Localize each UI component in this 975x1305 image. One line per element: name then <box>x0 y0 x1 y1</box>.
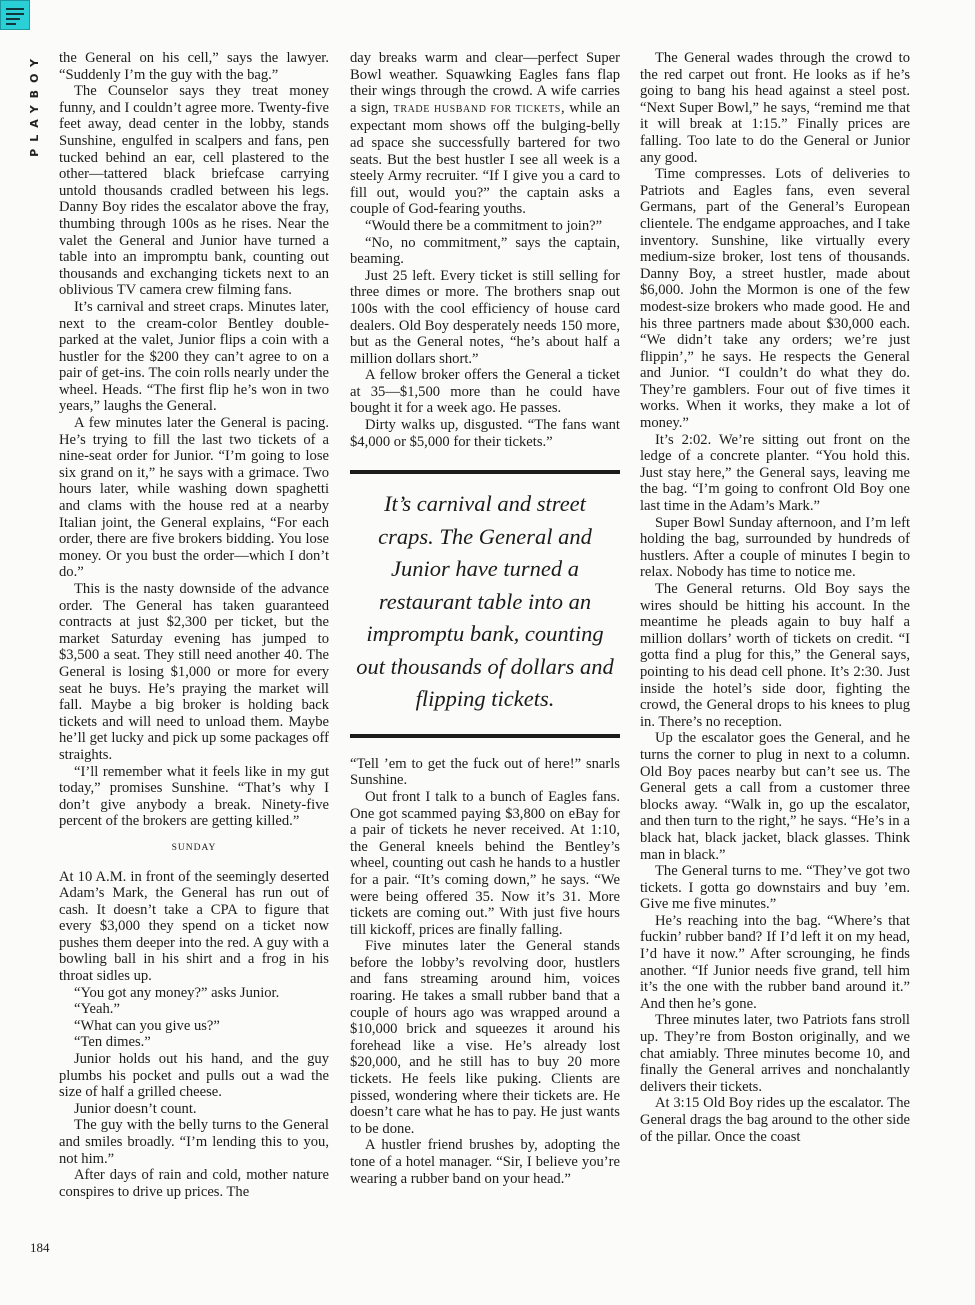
paragraph: A hustler friend brushes by, adopting the tone of a hotel manager. “Sir, I believe you’re wearing a rubber band on your head.” <box>350 1137 620 1187</box>
paragraph: The General wades through the crowd to the red carpet out front. He looks as if he’s going to bang his head against a steel post. “Next Super Bowl,” he says, “remind me that it will break at 1:15.” Finally prices are falling. Too late to do the General or Junior any good. <box>640 50 910 166</box>
paragraph: After days of rain and cold, mother nature conspires to drive up prices. The <box>59 1167 329 1200</box>
paragraph-text: , while an expectant mom shows off the bulging-belly ad space she successfully bartered for two seats. But the best hustler I see all week is a steely Army recruiter. “If I give you a card to fill out, would you?” the captain asks a couple of God-fearing youths. <box>350 99 620 218</box>
paragraph: “Ten dimes.” <box>74 1034 151 1051</box>
paragraph: Five minutes later the General stands before the lobby’s revolving door, hustlers and fans streaming around him, voices roaring. He takes a small rubber band that a couple of hours ago was wrapped around a $10,000 brick and squeezes it around his forehead like a vise. He’s already lost $20,000, and he still has to buy 20 more tickets. He feels like puking. Clients are pissed, wondering where their tickets are. He doesn’t care what he has to pay. He just wants to be done. <box>350 938 620 1137</box>
paragraph: Up the escalator goes the General, and he turns the corner to plug in next to a column. Old Boy paces nearby but can’t see us. The General gets a call from a customer three blocks away. “Walk in, go up the escalator, and then turn to the right,” he says. “He’s in a black hat, black jacket, black glasses. Think man in black.” <box>640 730 910 863</box>
paragraph: “No, no commitment,” says the captain, beaming. <box>350 234 620 268</box>
paragraph: This is the nasty downside of the advance order. The General has taken guaranteed contracts at just $2,300 per ticket, but the market Saturday evening has jumped to $3,500 a seat. They still need another 40. The General is losing $1,000 or more for every seat he buys. He’s praying the market will fall. Maybe a big broker is holding back tickets and will need to unload them. Maybe he’ll get lucky and pick up some packages off straights. <box>59 581 329 763</box>
column-3 <box>640 50 910 1145</box>
paragraph-text: in front of the seemingly deserted Adam’s Mark, the General has run out of cash. It doesn’t take a CPA to figure that every $3,000 they spend on a ticket now pushes them deeper into the red. A guy with a bowling ball in his shirt and a frog in his throat sidles up. <box>59 868 330 985</box>
paragraph: Just 25 left. Every ticket is still selling for three dimes or more. The brothers snap out 100s with the cool efficiency of house card dealers. Old Boy desperately needs 150 more, but as the General notes, “he’s about half a million dollars short.” <box>350 267 620 367</box>
paragraph: At 3:15 Old Boy rides up the escalator. The General drags the bag around to the other side of the pillar. Once the coast <box>640 1095 910 1145</box>
column-2 <box>350 50 620 1187</box>
paragraph: “You got any money?” asks Junior. <box>74 984 280 1001</box>
paragraph: “Would there be a commitment to join?” <box>365 217 603 234</box>
paragraph: Super Bowl Sunday afternoon, and I’m left holding the bag, surrounded by hundreds of hustlers. After a couple of minutes I begin to relax. Nobody has time to notice me. <box>640 514 910 581</box>
paragraph: The General returns. Old Boy says the wires should be hitting his account. In the meantime he pleads again to buy half a million dollars’ worth of tickets on credit. “I gotta find a plug for this,” the General says, pointing to his dead cell phone. It’s 2:30. Just inside the hotel’s side door, fighting the crowd, the General drops to his knees to plug in. There’s no reception. <box>640 581 910 730</box>
paragraph: He’s reaching into the bag. “Where’s that fuckin’ rubber band? If I’d left it on my head, I’d have it now.” After scrounging, he finds another. “If Junior needs five grand, tell him it’s the one with the rubber band around it.” And then he’s gone. <box>640 912 910 1012</box>
paragraph: “What can you give us?” <box>74 1017 220 1034</box>
paragraph <box>350 50 620 218</box>
paragraph: “Tell ’em to get the fuck out of here!” snarls Sunshine. <box>350 755 620 789</box>
column-1 <box>59 50 329 1200</box>
paragraph: “Yeah.” <box>74 1001 120 1018</box>
page-number: 184 <box>30 1240 50 1255</box>
time-lead: At 10 A.M. <box>59 868 127 885</box>
paragraph: Time compresses. Lots of deliveries to Patriots and Eagles fans, even several Germans, part of the General’s European clientele. The endgame approaches, and I take inventory. Sunshine, like virtually every medium-size broker, lost tens of thousands. Danny Boy, a street hustler, made about $6,000. John the Mormon is one of the few modest-size brokers who made good. He and his three partners made about $30,000 each. “We didn’t take any orders; we’re just flippin’,” he says. He respects the General and Junior. “I couldn’t do what they do. They’re gamblers. Four out of five times it works. When it works, they make a lot of money.” <box>640 166 910 432</box>
paragraph: It’s carnival and street craps. Minutes later, next to the cream-color Bentley double-parked at the valet, Junior flips a coin with a hustler for the $200 they can’t agree to on a pair of get-ins. The coin rolls nearly under the wheel. Heads. “The first flip he’s won in two years,” laughs the General. <box>59 298 329 415</box>
paragraph <box>59 869 329 985</box>
paragraph: Junior holds out his hand, and the guy plumbs his pocket and pulls out a wad the size of half a grilled cheese. <box>59 1051 329 1101</box>
paragraph-text: day breaks warm and clear—perfect Super Bowl weather. Squawking Eagles fans flap their wings through the crowd. A wife carries a sign, <box>350 50 620 116</box>
paragraph: Dirty walks up, disgusted. “The fans want $4,000 or $5,000 for their tickets.” <box>350 417 620 450</box>
menu-icon[interactable] <box>0 0 30 30</box>
paragraph: “I’ll remember what it feels like in my gut today,” promises Sunshine. “That’s why I don’t give anybody a break. Ninety-five percent of the brokers are getting killed.” <box>59 763 329 830</box>
paragraph: A few minutes later the General is pacing. He’s trying to fill the last two tickets of a nine-seat order for Junior. “I’m going to lose six grand on it,” he says with a grimace. Two hours later, while washing down spaghetti and clams with the house red at a nearby Italian joint, the General explains, “For each order, there are five brokers bidding. You lose money. Or you bust the order—which I don’t do.” <box>59 415 329 581</box>
paragraph: The Counselor says they treat money funny, and I couldn’t agree more. Twenty-five feet away, dead center in the lobby, stands Sunshine, engulfed in scalpers and fans, pen tucked behind an ear, cell plastered to the other—tattered black briefcase carrying untold thousands cradled between his legs. Danny Boy rides the escalator above the fray, thumbing through 100s as he rises. Near the valet the General and Junior have turned a table into an impromptu bank, counting out thousands and exchanging tickets next to an oblivious TV camera crew filming fans. <box>59 83 329 299</box>
paragraph: The guy with the belly turns to the General and smiles broadly. “I’m lending this to you, not him.” <box>59 1117 329 1167</box>
paragraph: Out front I talk to a bunch of Eagles fans. One got scammed paying $3,800 on eBay for a pair of tickets he never received. At 1:10, the General kneels behind the Bentley’s wheel, counting out cash he hands to a hustler for a pair. “It’s coming down,” he says. “We were being offered 35. Now it’s 31. More tickets are coming out.” With just five hours till kickoff, prices are finally falling. <box>350 788 620 938</box>
section-heading: SUNDAY <box>171 842 217 853</box>
paragraph: It’s 2:02. We’re sitting out front on the ledge of a concrete planter. “You hold this. Just stay here,” the General says, leaving me the bag. “I’m going to confront Old Boy one last time in the Adam’s Mark.” <box>640 431 910 515</box>
paragraph: the General on his cell,” says the lawyer. “Suddenly I’m the guy with the bag.” <box>59 50 329 83</box>
paragraph: Junior doesn’t count. <box>74 1100 197 1117</box>
running-head: PLAYBOY <box>28 52 41 157</box>
paragraph: Three minutes later, two Patriots fans stroll up. They’re from Boston originally, and we chat amiably. Three minutes become 10, and finally the General arrives and nonchalantly delivers their tickets. <box>640 1012 910 1095</box>
small-caps-sign-text: TRADE HUSBAND FOR TICKETS <box>393 103 561 115</box>
pull-quote: It’s carnival and street craps. The General and Junior have turned a restaurant table into an impromptu bank, counting out thousands of dollars and flipping tickets. <box>350 470 620 738</box>
paragraph: The General turns to me. “They’ve got two tickets. I gotta go downstairs and buy ’em. Give me five minutes.” <box>640 863 910 913</box>
paragraph: A fellow broker offers the General a ticket at 35—$1,500 more than he could have bought it for a week ago. He passes. <box>350 367 620 417</box>
